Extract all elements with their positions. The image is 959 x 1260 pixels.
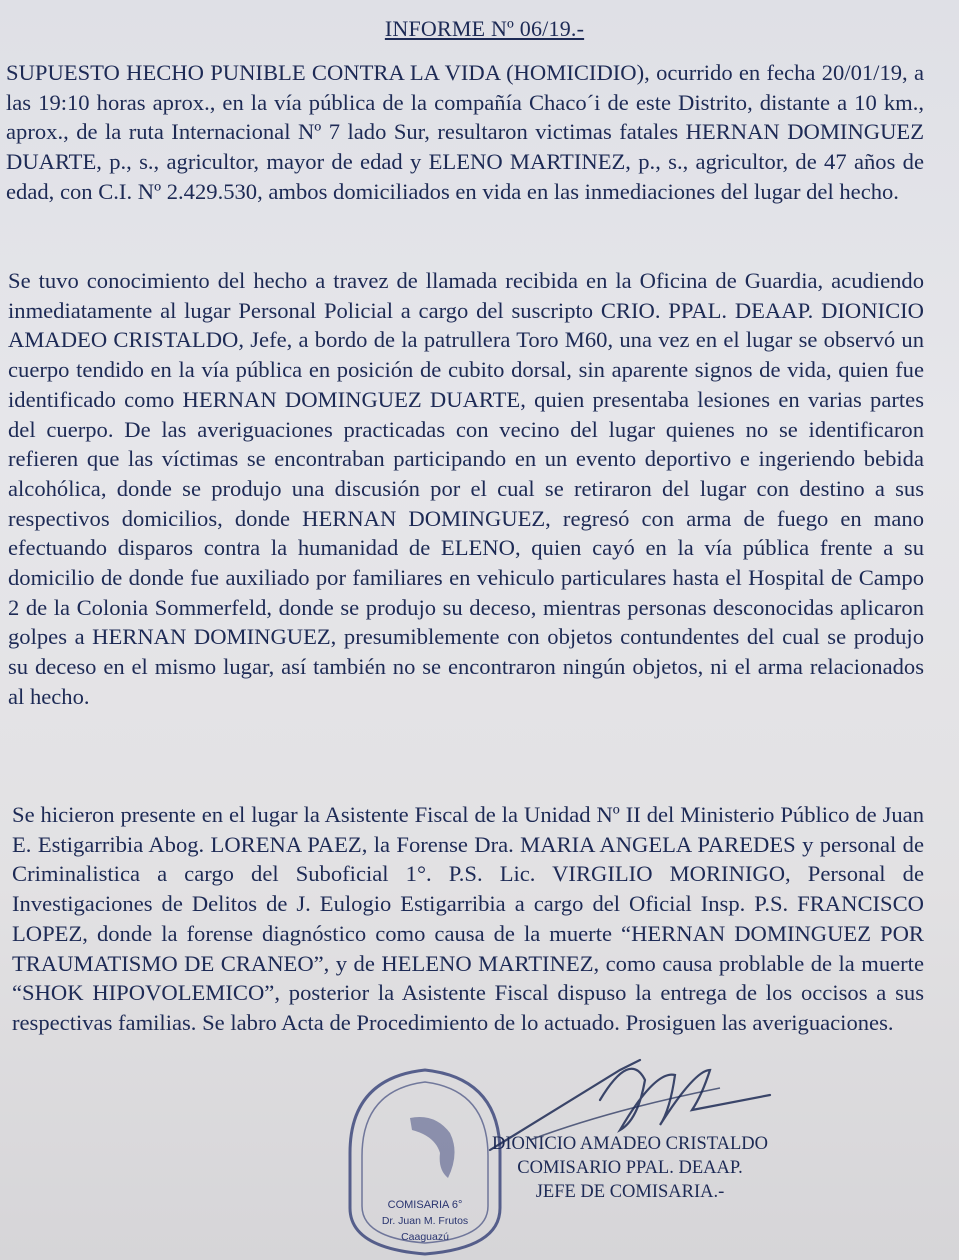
signer-rank: COMISARIO PPAL. DEAAP. [517,1158,743,1178]
signer-position: JEFE DE COMISARIA.- [535,1182,725,1202]
paragraph-text: SUPUESTO HECHO PUNIBLE CONTRA LA VIDA (HOMICIDIO), ocurrido en fecha 20/01/19, a las 19:10 horas aprox., en la vía pública de la compañía Chaco´i de este Distrito, distante a 10 km., aprox., de la ruta Internacional Nº 7 lado Sur, resultaron victimas fatales HERNAN DOMINGUEZ DUARTE, p., s., agricultor, mayor de edad y ELENO MARTINEZ, p., s., agricultor, de 47 años de edad, con C.I. Nº 2.429.530, ambos domiciliados en vida en las inmediaciones del lugar del hecho. [6,60,924,204]
paragraph-investigation [8,266,924,712]
stamp-line2: Dr. Juan M. Frutos [381,1215,469,1227]
signer-name: DIONICIO AMADEO CRISTALDO [491,1134,768,1154]
paragraph-incident-summary [6,58,924,207]
paragraph-text: Se tuvo conocimiento del hecho a travez de llamada recibida en la Oficina de Guardia, acudiendo inmediatamente al lugar Personal Policial a cargo del suscripto CRIO. PPAL. DEAAP. DIONICIO AMADEO CRISTALDO, Jefe, a bordo de la patrullera Toro M60, una vez en el lugar se observó un cuerpo tendido en la vía pública en posición de cubito dorsal, sin aparente signos de vida, quien fue identificado como HERNAN DOMINGUEZ DUARTE, quien presentaba lesiones en varias partes del cuerpo. De las averiguaciones practicadas con vecino del lugar quienes no se identificaron refieren que las víctimas se encontraban participando en un evento deportivo e ingeriendo bebida alcohólica, donde se produjo una discusión por el cual se retiraron del lugar con destino a sus respectivos domicilios, donde HERNAN DOMINGUEZ, regresó con arma de fuego en mano efectuando disparos contra la humanidad de ELENO, quien cayó en la vía pública frente a su domicilio de donde fue auxiliado por familiares en vehiculo particulares hasta el Hospital de Campo 2 de la Colonia Sommerfeld, donde se produjo su deceso, mientras personas desconocidas aplicaron golpes a HERNAN DOMINGUEZ, presumiblemente con objetos contundentes del cual se produjo su deceso en el mismo lugar, así también no se encontraron ningún objetos, ni el arma relacionados al hecho. [8,268,924,709]
stamp-line1: COMISARIA 6° [387,1199,463,1211]
paragraph-text: Se hicieron presente en el lugar la Asistente Fiscal de la Unidad Nº II del Ministerio Público de Juan E. Estigarribia Abog. LORENA PAEZ, la Forense Dra. MARIA ANGELA PAREDES y personal de Criminalistica a cargo del Suboficial 1°. P.S. Lic. VIRGILIO MORINIGO, Personal de Investigaciones de Delitos de J. Eulogio Estigarribia a cargo del Oficial Insp. P.S. FRANCISCO LOPEZ, donde la forense diagnóstico como causa de la muerte “HERNAN DOMINGUEZ POR TRAUMATISMO DE CRANEO”, y de HELENO MARTINEZ, como causa problable de la muerte “SHOK HIPOVOLEMICO”, posterior la Asistente Fiscal dispuso la entrega de los occisos a sus respectivas familias. Se labro Acta de Procedimiento de lo actuado. Prosiguen las averiguaciones. [12,802,924,1035]
paragraph-officials [12,800,924,1038]
signature-block [470,1132,790,1204]
report-title: INFORME Nº 06/19.- [384,16,585,41]
stamp-line3: Caaguazú [401,1231,449,1243]
